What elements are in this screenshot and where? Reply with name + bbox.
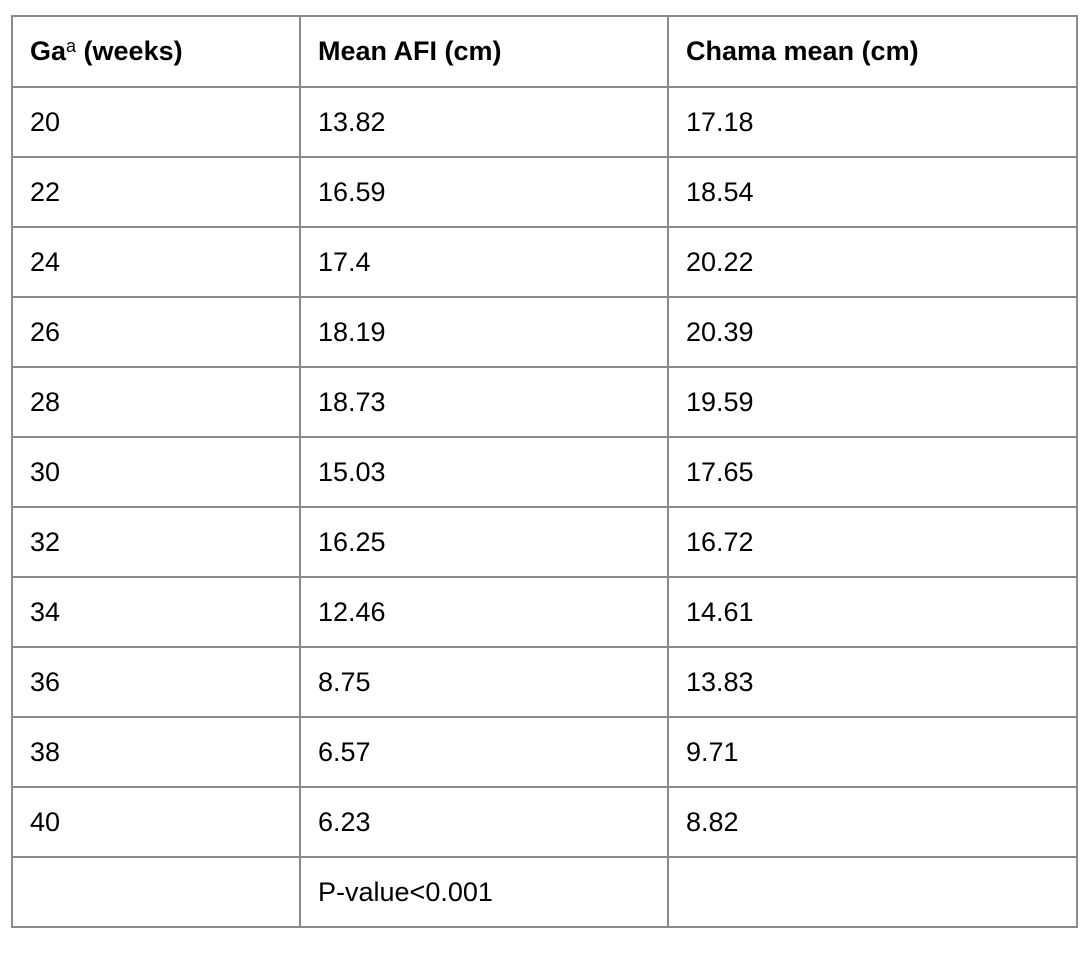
- cell-gestational-age: 22: [12, 157, 300, 227]
- cell-chama-mean: 8.82: [668, 787, 1077, 857]
- cell-chama-mean: 18.54: [668, 157, 1077, 227]
- table-row: [12, 297, 1077, 367]
- cell-mean-afi: 6.23: [300, 787, 668, 857]
- table-row: [12, 227, 1077, 297]
- cell-chama-mean: 17.18: [668, 87, 1077, 157]
- afi-data-table: [11, 15, 1078, 928]
- table-row: [12, 577, 1077, 647]
- header-ga-label: Ga: [30, 36, 67, 66]
- footer-empty-cell: [668, 857, 1077, 927]
- cell-mean-afi: 15.03: [300, 437, 668, 507]
- p-value-note: P-value<0.001: [300, 857, 668, 927]
- table-row: [12, 367, 1077, 437]
- header-gestational-age: [12, 16, 300, 87]
- header-row: [12, 16, 1077, 87]
- cell-mean-afi: 17.4: [300, 227, 668, 297]
- cell-chama-mean: 19.59: [668, 367, 1077, 437]
- cell-mean-afi: 8.75: [300, 647, 668, 717]
- cell-gestational-age: 30: [12, 437, 300, 507]
- cell-mean-afi: 16.25: [300, 507, 668, 577]
- cell-gestational-age: 24: [12, 227, 300, 297]
- cell-gestational-age: 36: [12, 647, 300, 717]
- table-row: [12, 647, 1077, 717]
- header-ga-superscript: a: [66, 36, 77, 56]
- cell-gestational-age: 26: [12, 297, 300, 367]
- cell-mean-afi: 16.59: [300, 157, 668, 227]
- table-row: [12, 87, 1077, 157]
- cell-mean-afi: 18.73: [300, 367, 668, 437]
- cell-chama-mean: 13.83: [668, 647, 1077, 717]
- cell-gestational-age: 20: [12, 87, 300, 157]
- cell-chama-mean: 9.71: [668, 717, 1077, 787]
- table-row: [12, 787, 1077, 857]
- cell-gestational-age: 40: [12, 787, 300, 857]
- cell-gestational-age: 38: [12, 717, 300, 787]
- cell-mean-afi: 13.82: [300, 87, 668, 157]
- cell-chama-mean: 16.72: [668, 507, 1077, 577]
- header-chama-mean: Chama mean (cm): [668, 16, 1077, 87]
- header-ga-unit: (weeks): [76, 36, 183, 66]
- cell-gestational-age: 28: [12, 367, 300, 437]
- cell-chama-mean: 20.39: [668, 297, 1077, 367]
- cell-mean-afi: 6.57: [300, 717, 668, 787]
- table-row: [12, 507, 1077, 577]
- cell-mean-afi: 12.46: [300, 577, 668, 647]
- footer-row: [12, 857, 1077, 927]
- cell-gestational-age: 34: [12, 577, 300, 647]
- cell-gestational-age: 32: [12, 507, 300, 577]
- table-row: [12, 437, 1077, 507]
- cell-chama-mean: 20.22: [668, 227, 1077, 297]
- footer-empty-cell: [12, 857, 300, 927]
- table-row: [12, 157, 1077, 227]
- table-row: [12, 717, 1077, 787]
- cell-mean-afi: 18.19: [300, 297, 668, 367]
- cell-chama-mean: 17.65: [668, 437, 1077, 507]
- cell-chama-mean: 14.61: [668, 577, 1077, 647]
- header-mean-afi: Mean AFI (cm): [300, 16, 668, 87]
